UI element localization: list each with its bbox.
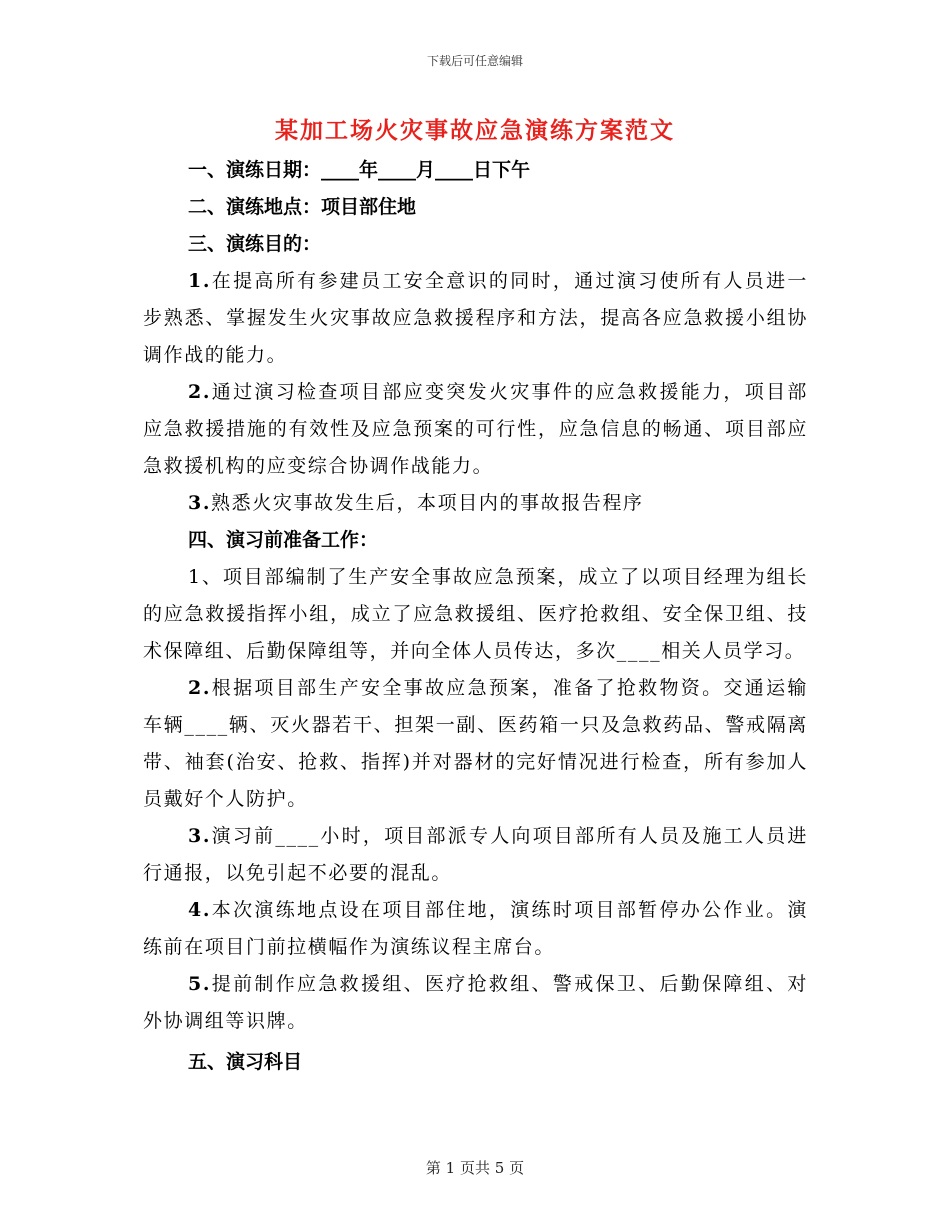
item-number: 4. xyxy=(188,899,212,921)
item-number: 2. xyxy=(188,677,212,699)
section-preparation: 四、演习前准备工作： xyxy=(188,529,379,551)
item-text: 演习前____小时，项目部派专人向项目部所有人员及施工人员进行通报，以免引起不必要的混乱。 xyxy=(143,825,808,884)
item-number: 5. xyxy=(188,973,212,995)
page-header: 下载后可任意编辑 xyxy=(426,54,523,68)
item-number: 1. xyxy=(188,270,212,292)
item-text: 根据项目部生产安全事故应急预案，准备了抢救物资。交通运输车辆____辆、灭火器若干、担架一副、医药箱一只及急救药品、警戒隔离带、袖套(治安、抢救、指挥)并对器材的完好情况进行检查，所有参加人员戴好个人防护。 xyxy=(143,677,808,810)
purpose-item-1 xyxy=(143,263,808,374)
prep-item-3 xyxy=(143,818,808,892)
section-purpose: 三、演练目的： xyxy=(188,233,322,255)
item-number: 3. xyxy=(188,825,212,847)
section-location: 二、演练地点：项目部住地 xyxy=(188,196,417,218)
prep-item-4 xyxy=(143,892,808,966)
section-date: 一、演练日期：____年____月____日下午 xyxy=(188,159,531,181)
page-footer: 第 1 页共 5 页 xyxy=(425,1159,525,1177)
purpose-item-2 xyxy=(143,374,808,485)
item-text: 通过演习检查项目部应变突发火灾事件的应急救援能力，项目部应急救援措施的有效性及应急预案的可行性，应急信息的畅通、项目部应急救援机构的应变综合协调作战能力。 xyxy=(143,381,808,477)
document-body xyxy=(143,152,808,1081)
section-drill-subjects: 五、演习科目 xyxy=(188,1051,303,1073)
item-text: 本次演练地点设在项目部住地，演练时项目部暂停办公作业。演练前在项目门前拉横幅作为演练议程主席台。 xyxy=(143,899,808,958)
item-text: 熟悉火灾事故发生后，本项目内的事故报告程序 xyxy=(211,492,644,514)
item-number: 3. xyxy=(188,492,212,514)
item-number: 2. xyxy=(188,381,212,403)
prep-item-5 xyxy=(143,966,808,1040)
purpose-item-3 xyxy=(143,485,808,522)
prep-item-2 xyxy=(143,670,808,818)
item-text: 提前制作应急救援组、医疗抢救组、警戒保卫、后勤保障组、对外协调组等识牌。 xyxy=(143,973,808,1032)
document-title: 某加工场火灾事故应急演练方案范文 xyxy=(275,117,675,144)
prep-item-1: 1、项目部编制了生产安全事故应急预案，成立了以项目经理为组长的应急救援指挥小组，成立了应急救援组、医疗抢救组、安全保卫组、技术保障组、后勤保障组等，并向全体人员传达，多次____相关人员学习。 xyxy=(143,566,808,662)
item-text: 在提高所有参建员工安全意识的同时，通过演习使所有人员进一步熟悉、掌握发生火灾事故应急救援程序和方法，提高各应急救援小组协调作战的能力。 xyxy=(143,270,808,366)
